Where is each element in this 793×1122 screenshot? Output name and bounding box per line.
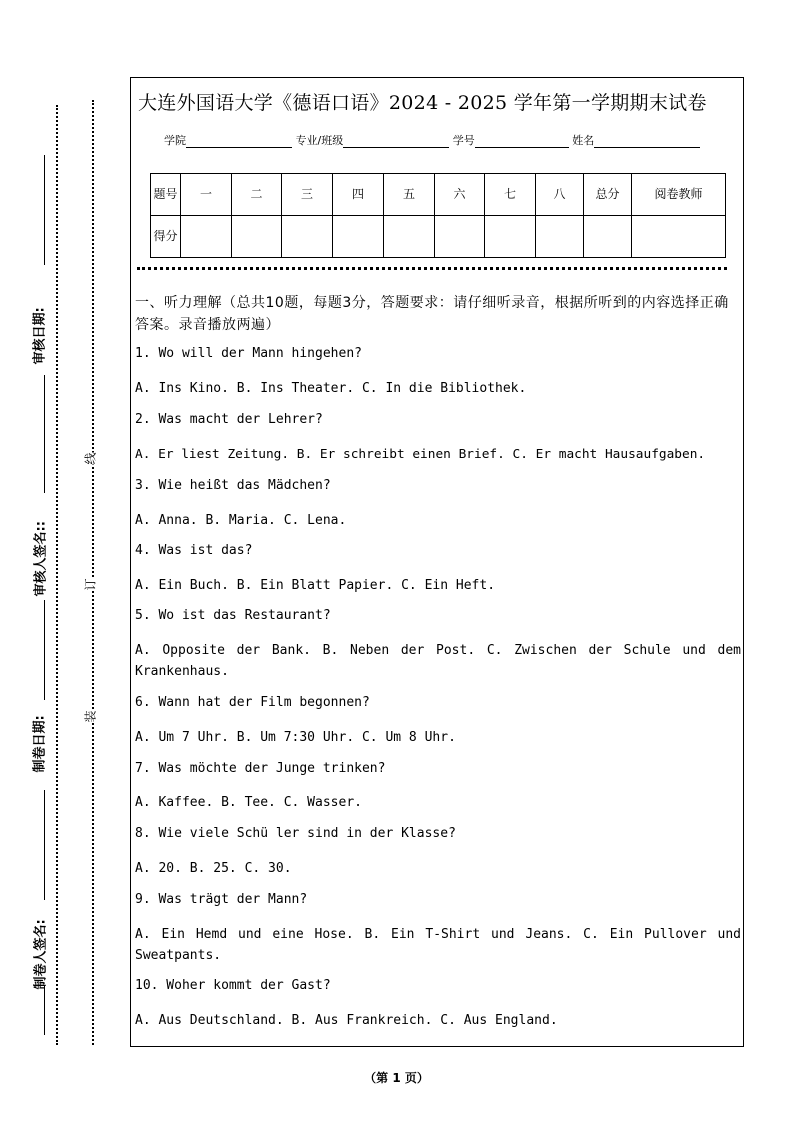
question-options: A. Aus Deutschland. B. Aus Frankreich. C. Aus England.: [135, 1013, 558, 1028]
score-table-col: 一: [181, 174, 232, 216]
binding-char-xian: 线: [79, 452, 102, 464]
score-table-col: 二: [232, 174, 282, 216]
review-date-label: 审核日期:: [32, 307, 48, 365]
section-title: 一、听力理解（总共10题，每题3分，答题要求：请仔细听录音，根据所听到的内容选择正确答案。录音播放两遍）: [135, 295, 729, 333]
major-class-label: 专业/班级: [295, 134, 344, 147]
reviewer-signature-label: 审核人签名::: [33, 521, 49, 597]
question-options: A. Opposite der Bank. B. Neben der Post. C. Zwischen der Schule und dem Krankenhaus.: [135, 643, 741, 679]
question-options: A. Um 7 Uhr. B. Um 7:30 Uhr. C. Um 8 Uhr.: [135, 730, 456, 745]
signature-line[interactable]: [44, 790, 45, 900]
score-cell[interactable]: [435, 216, 485, 258]
score-table-col: 六: [435, 174, 485, 216]
score-table-col: 七: [485, 174, 536, 216]
score-table-col: 五: [384, 174, 435, 216]
question-text: 3. Wie heißt das Mädchen?: [135, 478, 331, 493]
question-text: 7. Was möchte der Junge trinken?: [135, 761, 386, 776]
question-options: A. Kaffee. B. Tee. C. Wasser.: [135, 795, 362, 810]
score-cell[interactable]: [485, 216, 536, 258]
score-table-col: 三: [282, 174, 333, 216]
score-cell[interactable]: [282, 216, 333, 258]
page-number: （第 1 页）: [364, 1071, 429, 1085]
question-options: A. Ein Buch. B. Ein Blatt Papier. C. Ein Heft.: [135, 578, 496, 593]
question-text: 10. Woher kommt der Gast?: [135, 978, 331, 993]
signature-line[interactable]: [44, 375, 45, 493]
divider: [137, 267, 727, 270]
score-table-col: 八: [536, 174, 584, 216]
question-options: A. Er liest Zeitung. B. Er schreibt einen Brief. C. Er macht Hausaufgaben.: [135, 447, 706, 462]
question-options: A. Ins Kino. B. Ins Theater. C. In die Bibliothek.: [135, 381, 527, 396]
score-cell[interactable]: [384, 216, 435, 258]
signature-line[interactable]: [44, 985, 45, 1035]
score-table-header-cell: 得分: [151, 216, 181, 258]
question-text: 4. Was ist das?: [135, 543, 253, 558]
score-table-header-cell: 题号: [151, 174, 181, 216]
binding-char-ding: 订: [79, 578, 102, 590]
score-cell[interactable]: [536, 216, 584, 258]
score-table-col: 阅卷教师: [632, 174, 726, 216]
question-text: 1. Wo will der Mann hingehen?: [135, 346, 362, 361]
signature-line[interactable]: [44, 600, 45, 700]
score-cell[interactable]: [584, 216, 632, 258]
student-info-row: [164, 132, 700, 148]
signature-line[interactable]: [44, 155, 45, 265]
dotted-cut-line: [56, 105, 58, 1045]
question-text: 2. Was macht der Lehrer?: [135, 412, 323, 427]
paper-maker-signature-label: 制卷人签名:: [33, 919, 49, 990]
question-text: 9. Was trägt der Mann?: [135, 892, 308, 907]
score-table: [150, 173, 726, 258]
paper-date-label: 制卷日期:: [32, 715, 48, 773]
dotted-cut-line: [92, 100, 94, 1045]
binding-char-zhuang: 装: [79, 710, 102, 722]
question-text: 5. Wo ist das Restaurant?: [135, 608, 331, 623]
score-cell[interactable]: [181, 216, 232, 258]
binding-margin: [0, 0, 128, 1122]
score-table-col: 总分: [584, 174, 632, 216]
question-options: A. Ein Hemd und eine Hose. B. Ein T-Shirt und Jeans. C. Ein Pullover und Sweatpants.: [135, 927, 741, 963]
question-options: A. Anna. B. Maria. C. Lena.: [135, 513, 347, 528]
student-id-label: 学号: [452, 134, 475, 147]
name-label: 姓名: [572, 134, 595, 147]
score-cell[interactable]: [632, 216, 726, 258]
question-text: 8. Wie viele Schü ler sind in der Klasse?: [135, 826, 456, 841]
score-cell[interactable]: [232, 216, 282, 258]
question-options: A. 20. B. 25. C. 30.: [135, 861, 292, 876]
question-text: 6. Wann hat der Film begonnen?: [135, 695, 370, 710]
score-cell[interactable]: [333, 216, 384, 258]
name-field[interactable]: [594, 135, 700, 148]
page-title: 大连外国语大学《德语口语》2024 - 2025 学年第一学期期末试卷: [138, 92, 707, 114]
score-table-col: 四: [333, 174, 384, 216]
student-id-field[interactable]: [475, 135, 569, 148]
college-field[interactable]: [186, 135, 292, 148]
college-label: 学院: [164, 134, 186, 147]
major-class-field[interactable]: [343, 135, 449, 148]
